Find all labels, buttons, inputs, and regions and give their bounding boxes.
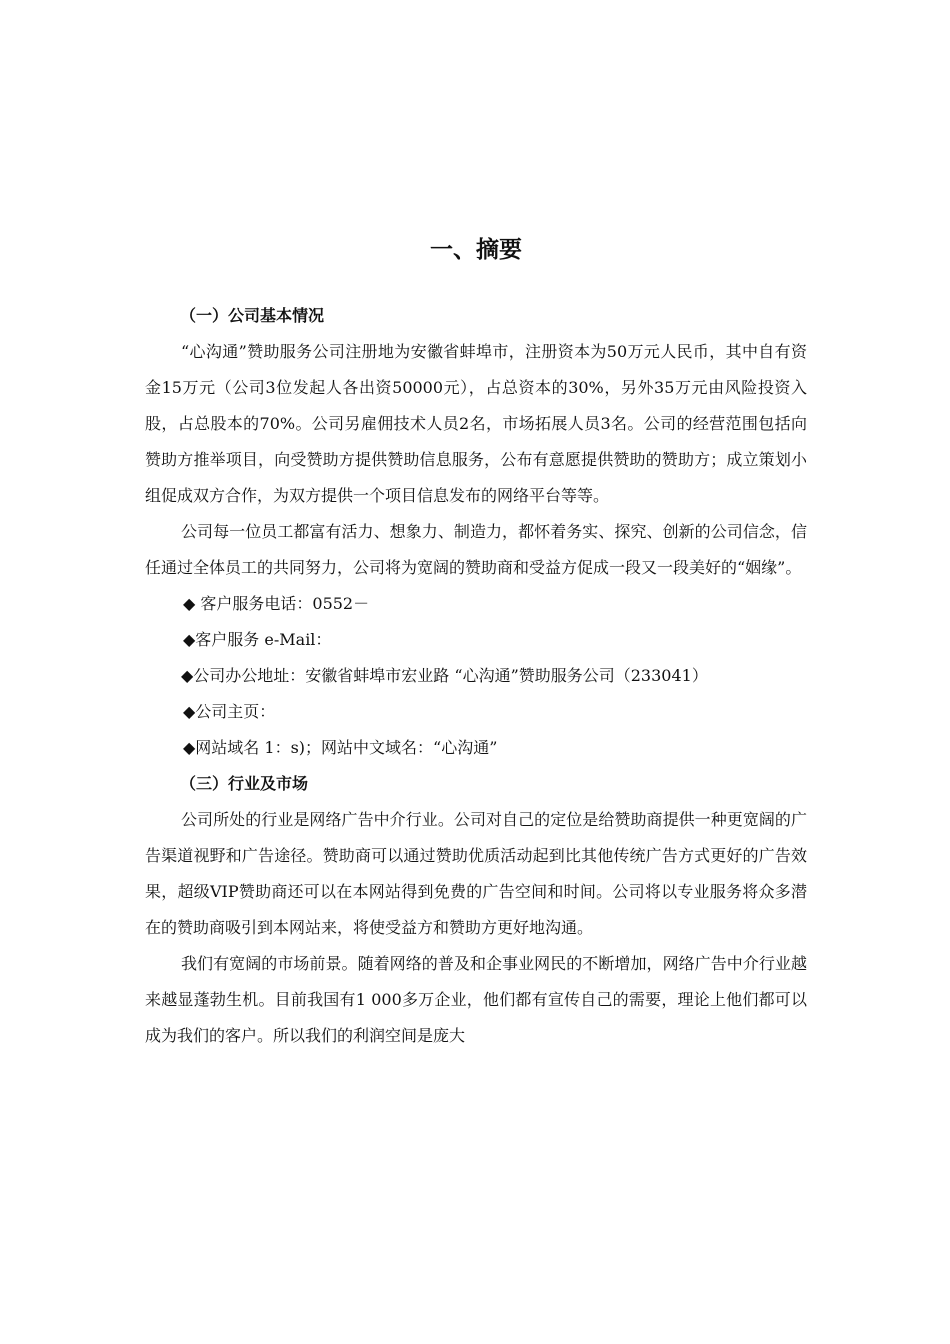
contact-address: ◆公司办公地址：安徽省蚌埠市宏业路 “心沟通”赞助服务公司（233041）: [181, 666, 708, 685]
section-heading-company-basics: （一）公司基本情况: [180, 306, 325, 325]
website-domain: ◆网站域名 1：s)；网站中文域名：“心沟通”: [183, 738, 498, 757]
contact-phone: ◆ 客户服务电话：0552－: [183, 594, 370, 613]
page-title: 一、摘要: [430, 237, 522, 263]
paragraph-company-registration: “心沟通”赞助服务公司注册地为安徽省蚌埠市，注册资本为50万元人民币，其中自有资金15万元（公司3位发起人各出资50000元），占总资本的30%，另外35万元由风险投资入股，占总股本的70%。公司另雇佣技术人员2名，市场拓展人员3名。公司的经营范围包括向赞助方推举项目，向受赞助方提供赞助信息服务，公布有意愿提供赞助的赞助方；成立策划小组促成双方合作，为双方提供一个项目信息发布的网络平台等等。: [145, 342, 807, 505]
document-body: [145, 232, 807, 1054]
contact-email: ◆客户服务 e-Mail：: [183, 630, 332, 649]
paragraph-market-outlook: 我们有宽阔的市场前景。随着网络的普及和企事业网民的不断增加，网络广告中介行业越来越显蓬勃生机。目前我国有1 000多万企业，他们都有宣传自己的需要，理论上他们都可以成为我们的客户。所以我们的利润空间是庞大: [145, 954, 807, 1045]
paragraph-industry: 公司所处的行业是网络广告中介行业。公司对自己的定位是给赞助商提供一种更宽阔的广告渠道视野和广告途径。赞助商可以通过赞助优质活动起到比其他传统广告方式更好的广告效果，超级VIP赞助商还可以在本网站得到免费的广告空间和时间。公司将以专业服务将众多潜在的赞助商吸引到本网站来，将使受益方和赞助方更好地沟通。: [145, 810, 807, 937]
paragraph-company-vision: 公司每一位员工都富有活力、想象力、制造力，都怀着务实、探究、创新的公司信念，信任通过全体员工的共同努力，公司将为宽阔的赞助商和受益方促成一段又一段美好的“姻缘”。: [145, 522, 807, 577]
company-homepage: ◆公司主页：: [183, 702, 276, 721]
section-heading-industry-market: （三）行业及市场: [180, 774, 309, 793]
